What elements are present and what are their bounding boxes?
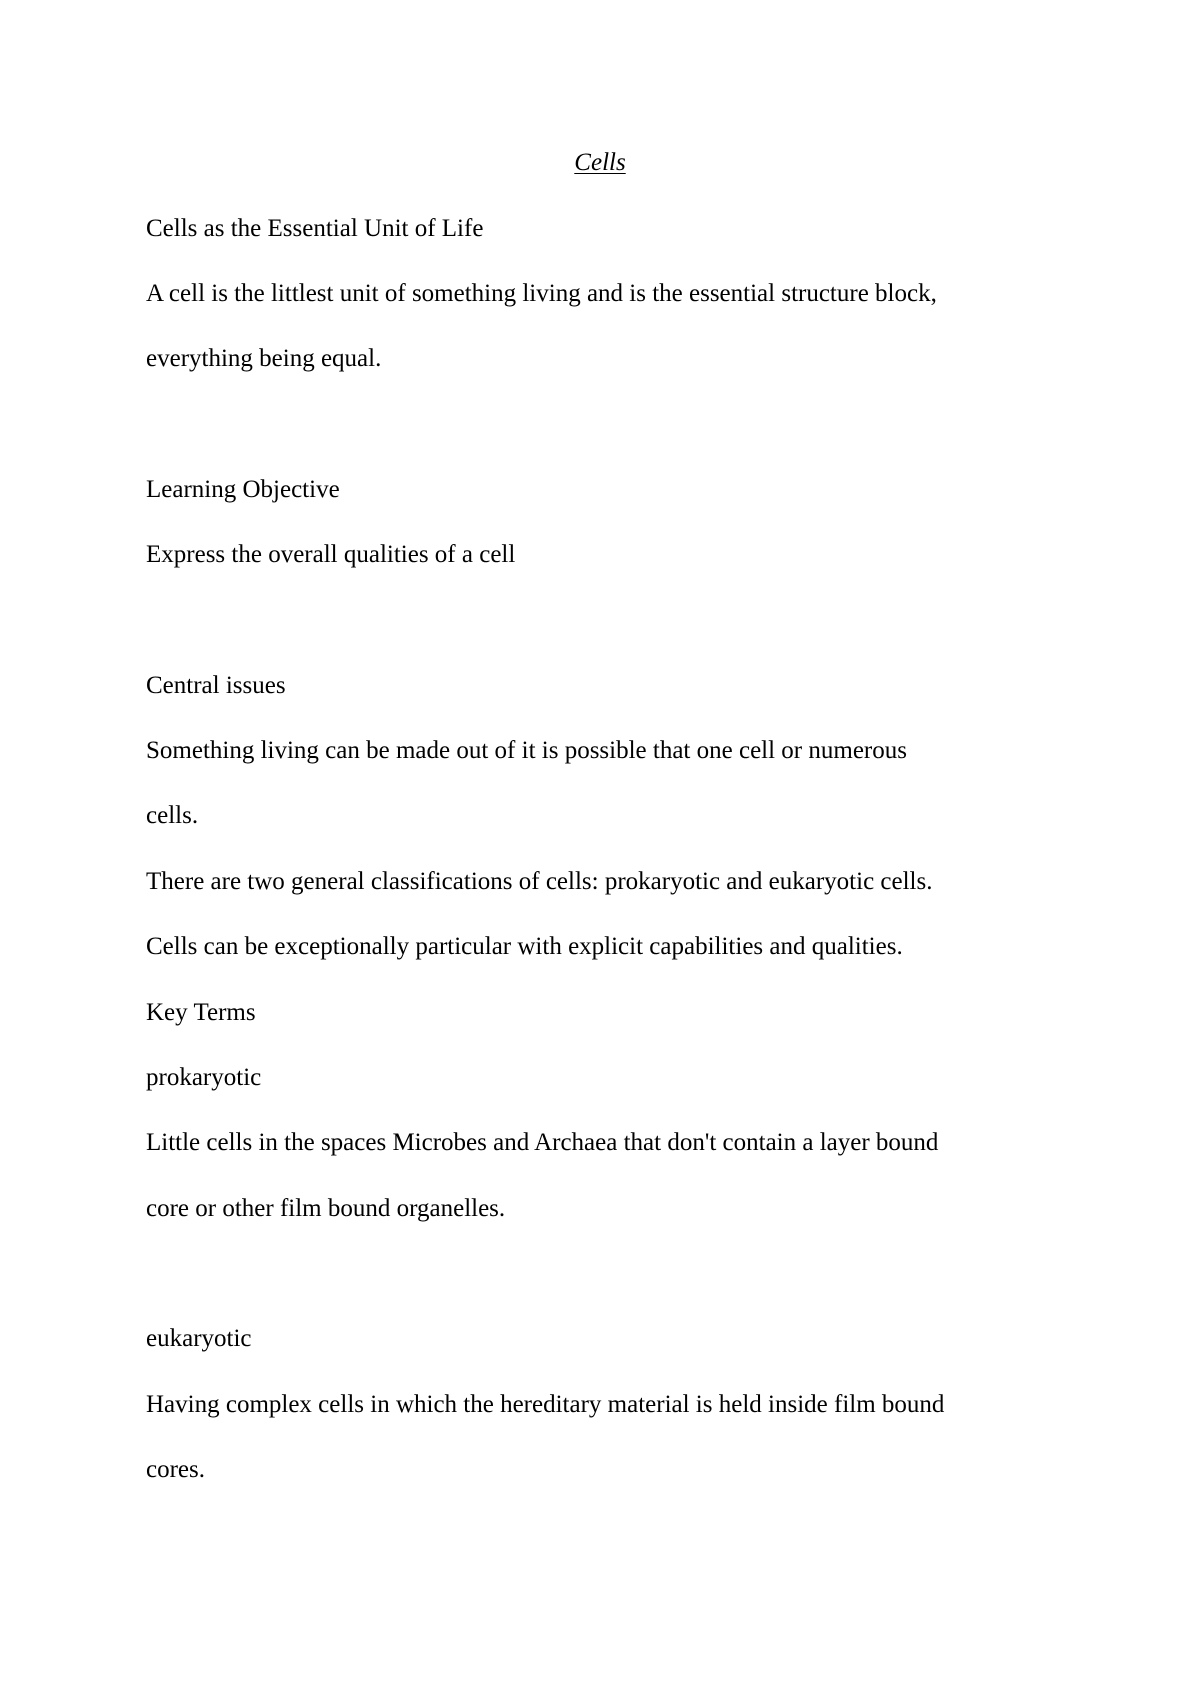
paragraph-line: A cell is the littlest unit of something living and is the essential structure block, — [146, 280, 937, 307]
section-heading-key-terms: Key Terms — [146, 999, 256, 1026]
paragraph-line: There are two general classifications of cells: prokaryotic and eukaryotic cells. — [146, 868, 933, 895]
paragraph-line: core or other film bound organelles. — [146, 1195, 506, 1222]
term-prokaryotic: prokaryotic — [146, 1064, 262, 1091]
section-heading-learning-objective: Learning Objective — [146, 476, 340, 503]
paragraph-line: cores. — [146, 1456, 205, 1483]
paragraph-line: Something living can be made out of it is possible that one cell or numerous — [146, 737, 907, 764]
section-heading-cells-unit: Cells as the Essential Unit of Life — [146, 215, 484, 242]
paragraph-line: Having complex cells in which the hereditary material is held inside film bound — [146, 1391, 945, 1418]
paragraph-line: Express the overall qualities of a cell — [146, 541, 516, 568]
paragraph-line: cells. — [146, 802, 199, 829]
page-title: Cells — [574, 149, 626, 176]
paragraph-line: everything being equal. — [146, 345, 382, 372]
paragraph-line: Cells can be exceptionally particular with explicit capabilities and qualities. — [146, 933, 903, 960]
paragraph-line: Little cells in the spaces Microbes and Archaea that don't contain a layer bound — [146, 1129, 939, 1156]
term-eukaryotic: eukaryotic — [146, 1325, 252, 1352]
section-heading-central-issues: Central issues — [146, 672, 286, 699]
